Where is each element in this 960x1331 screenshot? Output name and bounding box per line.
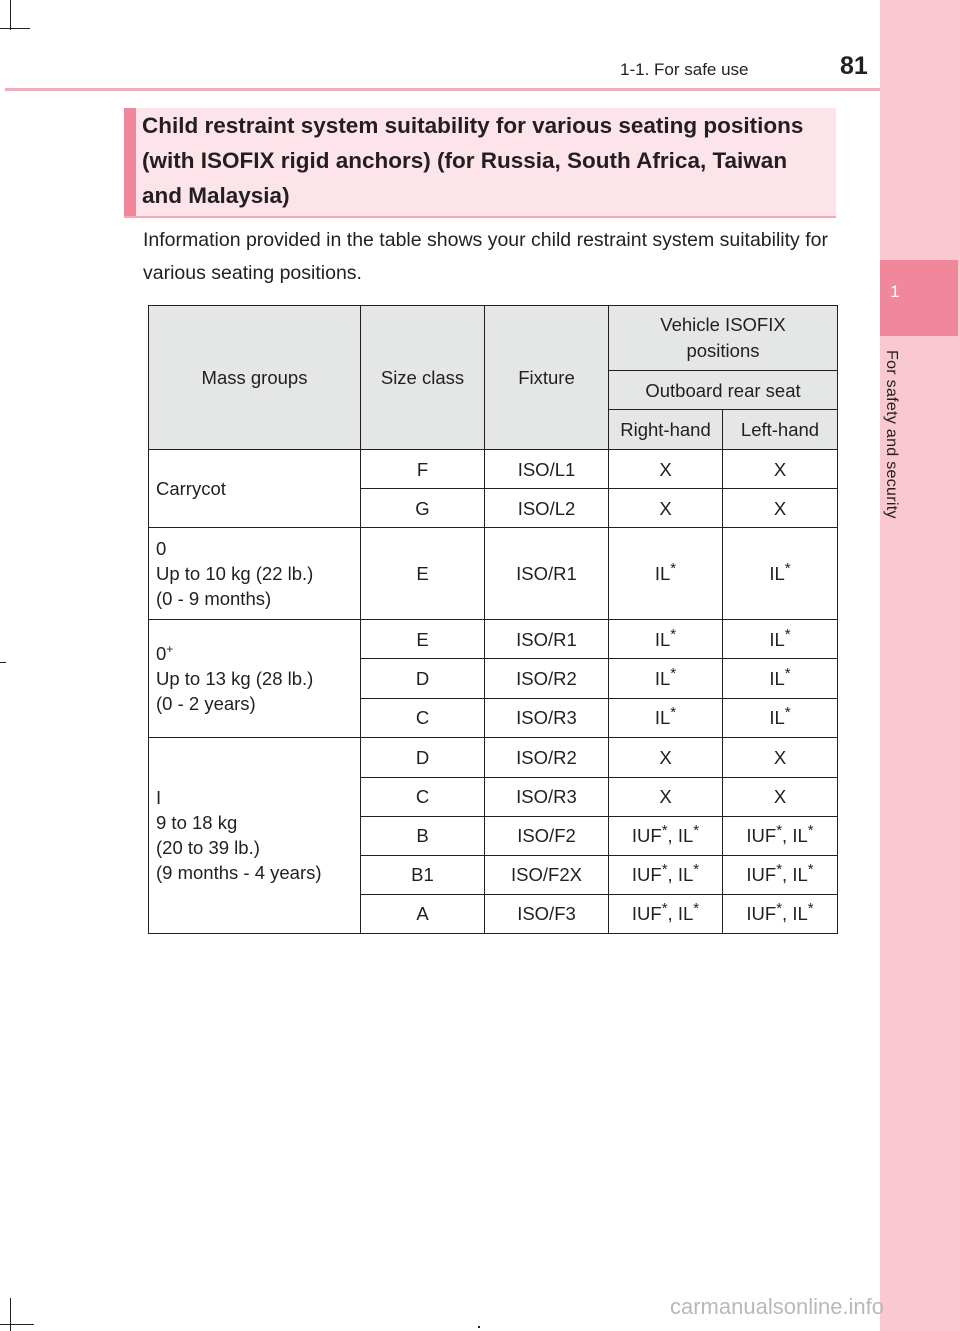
header-rule [5, 88, 880, 91]
cell-right: X [609, 450, 723, 489]
footnote-marker: * [661, 900, 668, 918]
cell-value: IL [769, 563, 785, 585]
footnote-marker: * [776, 861, 783, 879]
header-isofix-positions-label: Vehicle ISOFIX positions [660, 314, 786, 362]
separator: , [782, 864, 793, 886]
header-mass-groups: Mass groups [149, 306, 361, 450]
group-0-plus-number: 0 [156, 643, 167, 664]
cell-size: D [361, 737, 485, 777]
cell-left [723, 816, 838, 855]
chapter-side-tab [880, 0, 960, 1331]
footnote-marker: * [670, 664, 677, 682]
cell-code: IL [677, 825, 694, 847]
separator: , [667, 903, 678, 925]
cell-fixture: ISO/R3 [485, 777, 609, 816]
cell-right [609, 855, 723, 894]
footnote-marker: * [776, 822, 783, 840]
cell-code: IUF [746, 825, 777, 847]
cell-right: X [609, 777, 723, 816]
footnote-marker: * [670, 625, 677, 643]
group-0 [149, 528, 361, 620]
cell-left: X [723, 450, 838, 489]
cell-size: A [361, 894, 485, 933]
cell-value: IL [654, 628, 671, 650]
group-i-age: (9 months - 4 years) [156, 862, 322, 884]
cell-left [723, 855, 838, 894]
footnote-marker: * [661, 861, 668, 879]
cell-fixture: ISO/R3 [485, 698, 609, 737]
footnote-marker: * [807, 861, 814, 879]
footnote-marker: * [784, 560, 791, 578]
cell-fixture: ISO/F2X [485, 855, 609, 894]
cell-left: X [723, 489, 838, 528]
cell-right [609, 698, 723, 737]
header-right-hand: Right-hand [609, 410, 723, 450]
cell-left [723, 698, 838, 737]
cell-size: C [361, 698, 485, 737]
cell-fixture: ISO/L2 [485, 489, 609, 528]
group-0-plus [149, 620, 361, 737]
cell-fixture: ISO/F3 [485, 894, 609, 933]
cell-value: IL [769, 668, 785, 689]
cell-right [609, 528, 723, 620]
cell-fixture: ISO/R1 [485, 620, 609, 659]
cell-code: IL [677, 903, 694, 925]
cell-right: X [609, 489, 723, 528]
header-isofix-positions [609, 306, 838, 371]
cell-value: IL [654, 707, 671, 729]
footnote-marker: * [661, 822, 668, 840]
cell-right: X [609, 737, 723, 777]
chapter-title: For safety and security [883, 350, 900, 519]
cell-size: F [361, 450, 485, 489]
cell-left [723, 620, 838, 659]
separator: , [667, 825, 678, 847]
crop-mark [10, 0, 11, 30]
crop-mark [0, 28, 30, 29]
cell-size: E [361, 620, 485, 659]
chapter-number: 1 [890, 282, 900, 301]
cell-fixture: ISO/R1 [485, 528, 609, 620]
watermark: carmanualsonline.info [670, 1294, 885, 1319]
cell-right [609, 620, 723, 659]
heading-accent-bar [124, 108, 136, 216]
cell-size: G [361, 489, 485, 528]
header-left-hand: Left-hand [723, 410, 838, 450]
group-i-name: I [156, 787, 162, 809]
cell-value: IL [654, 668, 671, 689]
crop-mark [0, 1324, 34, 1325]
crop-mark [0, 662, 6, 663]
group-0-weight: Up to 10 kg (22 lb.) [156, 563, 314, 585]
page-number: 81 [840, 52, 868, 80]
cell-right [609, 894, 723, 933]
cell-size: D [361, 659, 485, 698]
cell-code: IL [792, 825, 808, 847]
cell-code: IL [677, 864, 694, 886]
footnote-marker: * [693, 861, 700, 879]
cell-size: B1 [361, 855, 485, 894]
footnote-marker: * [784, 664, 791, 682]
cell-left [723, 659, 838, 698]
footnote-marker: * [693, 822, 700, 840]
cell-left: X [723, 737, 838, 777]
cell-code: IL [792, 903, 808, 925]
cell-code: IL [792, 864, 808, 886]
cell-left [723, 894, 838, 933]
section-label: 1-1. For safe use [620, 60, 749, 79]
crop-mark [10, 1298, 11, 1331]
group-carrycot: Carrycot [149, 450, 361, 528]
separator: , [782, 825, 793, 847]
group-i-weight-lb: (20 to 39 lb.) [156, 837, 260, 859]
cell-fixture: ISO/R2 [485, 737, 609, 777]
cell-size: C [361, 777, 485, 816]
group-i-weight: 9 to 18 kg [156, 812, 238, 834]
separator: , [782, 903, 793, 925]
footnote-marker: * [784, 625, 791, 643]
footnote-marker: * [670, 560, 677, 578]
cell-code: IUF [631, 864, 662, 886]
header-size-class: Size class [361, 306, 485, 450]
cell-right [609, 816, 723, 855]
cell-size: B [361, 816, 485, 855]
cell-fixture: ISO/L1 [485, 450, 609, 489]
header-fixture: Fixture [485, 306, 609, 450]
suitability-table [148, 305, 838, 934]
cell-code: IUF [746, 864, 777, 886]
cell-right [609, 659, 723, 698]
header-outboard-rear-seat: Outboard rear seat [609, 371, 838, 410]
footnote-marker: * [807, 900, 814, 918]
cell-fixture: ISO/R2 [485, 659, 609, 698]
footnote-marker: * [776, 900, 783, 918]
cell-value: IL [769, 707, 785, 729]
cell-value: IL [769, 628, 785, 650]
footnote-marker: * [670, 703, 677, 721]
footnote-marker: * [807, 822, 814, 840]
separator: , [667, 864, 678, 886]
cell-value: IL [654, 563, 671, 585]
footnote-marker: * [693, 900, 700, 918]
group-0-name: 0 [156, 538, 167, 560]
group-0-plus-sup: + [166, 641, 174, 656]
group-i [149, 737, 361, 933]
section-heading: Child restraint system suitability for various seating positions (with ISOFIX rigid anchors) (for Russia, South Africa, Taiwan and Malaysia) [142, 113, 804, 208]
group-0-plus-name [156, 641, 360, 666]
group-0-age: (0 - 9 months) [156, 588, 272, 610]
registration-dot [478, 1326, 480, 1328]
group-0-plus-weight: Up to 13 kg (28 lb.) [156, 668, 314, 689]
cell-code: IUF [631, 903, 662, 925]
cell-fixture: ISO/F2 [485, 816, 609, 855]
section-heading-box [124, 108, 836, 218]
cell-left: X [723, 777, 838, 816]
cell-code: IUF [746, 903, 777, 925]
group-0-plus-age: (0 - 2 years) [156, 693, 256, 714]
cell-code: IUF [631, 825, 662, 847]
footnote-marker: * [784, 703, 791, 721]
cell-size: E [361, 528, 485, 620]
cell-left [723, 528, 838, 620]
intro-paragraph: Information provided in the table shows your child restraint system suitability for various seating positions. [143, 229, 828, 284]
